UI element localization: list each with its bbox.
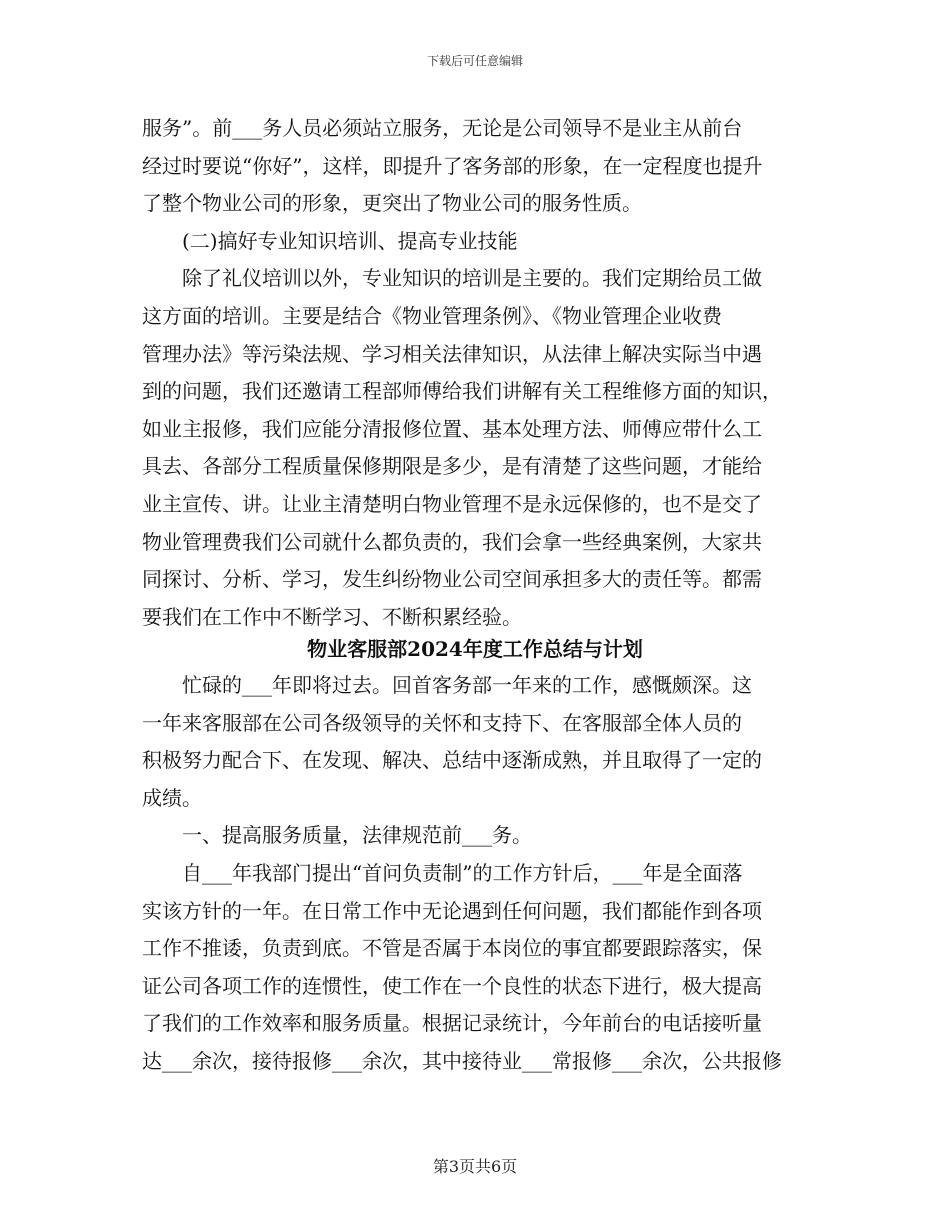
paragraph-line: 要我们在工作中不断学习、不断积累经验。 [142,604,522,629]
paragraph-line: 积极努力配合下、在发现、解决、总结中逐渐成熟，并且取得了一定的 [142,748,762,773]
section-heading: (二)搞好专业知识培训、提高专业技能 [142,228,518,253]
document-body [142,110,810,636]
header-note: 下载后可任意编辑 [426,54,523,68]
paragraph-line: 成绩。 [142,785,202,810]
section-heading: 一、提高服务质量，法律规范前___务。 [142,823,532,848]
paragraph-line: 了我们的工作效率和服务质量。根据记录统计，今年前台的电话接听量 [142,1011,762,1036]
paragraph-line: 忙碌的___年即将过去。回首客务部一年来的工作，感慨颇深。这 [142,673,752,697]
paragraph-line: 证公司各项工作的连惯性，使工作在一个良性的状态下进行，极大提高 [142,973,762,998]
document-title: 物业客服部2024年度工作总结与计划 [307,637,643,661]
paragraph-line: 如业主报修，我们应能分清报修位置、基本处理方法、师傅应带什么工 [142,416,762,441]
paragraph-line: 到的问题，我们还邀请工程部师傅给我们讲解有关工程维修方面的知识， [142,379,782,404]
paragraph-line: 服务”。前___务人员必须站立服务，无论是公司领导不是业主从前台 [142,116,743,140]
paragraph-line: 了整个物业公司的形象，更突出了物业公司的服务性质。 [142,191,642,216]
paragraph-line: 管理办法》等污染法规、学习相关法律知识，从法律上解决实际当中遇 [142,341,762,366]
paragraph-line: 实该方针的一年。在日常工作中无论遇到任何问题，我们都能作到各项 [142,898,762,923]
document-body-2 [142,667,810,1081]
paragraph-line: 物业管理费我们公司就什么都负责的，我们会拿一些经典案例，大家共 [142,529,762,554]
paragraph-line: 具去、各部分工程质量保修期限是多少，是有清楚了这些问题，才能给 [142,454,762,479]
paragraph-line: 除了礼仪培训以外，专业知识的培训是主要的。我们定期给员工做 [142,266,762,291]
paragraph-line: 业主宣传、讲。让业主清楚明白物业管理不是永远保修的，也不是交了 [142,491,762,516]
paragraph-line: 自___年我部门提出“首问负责制”的工作方针后，___年是全面落 [142,860,743,885]
paragraph-line: 这方面的培训。主要是结合《物业管理条例》、《物业管理企业收费 [142,303,722,328]
paragraph-line: 工作不推诿，负责到底。不管是否属于本岗位的事宜都要跟踪落实，保 [142,936,762,961]
paragraph-line: 同探讨、分析、学习，发生纠纷物业公司空间承担多大的责任等。都需 [142,567,762,592]
paragraph-line: 经过时要说“你好”，这样，即提升了客务部的形象，在一定程度也提升 [142,153,763,178]
page-number: 第3页共6页 [432,1157,518,1176]
paragraph-line: 一年来客服部在公司各级领导的关怀和支持下、在客服部全体人员的 [142,710,742,735]
paragraph-line: 达___余次，接待报修___余次，其中接待业___常报修___余次，公共报修 [142,1048,782,1073]
